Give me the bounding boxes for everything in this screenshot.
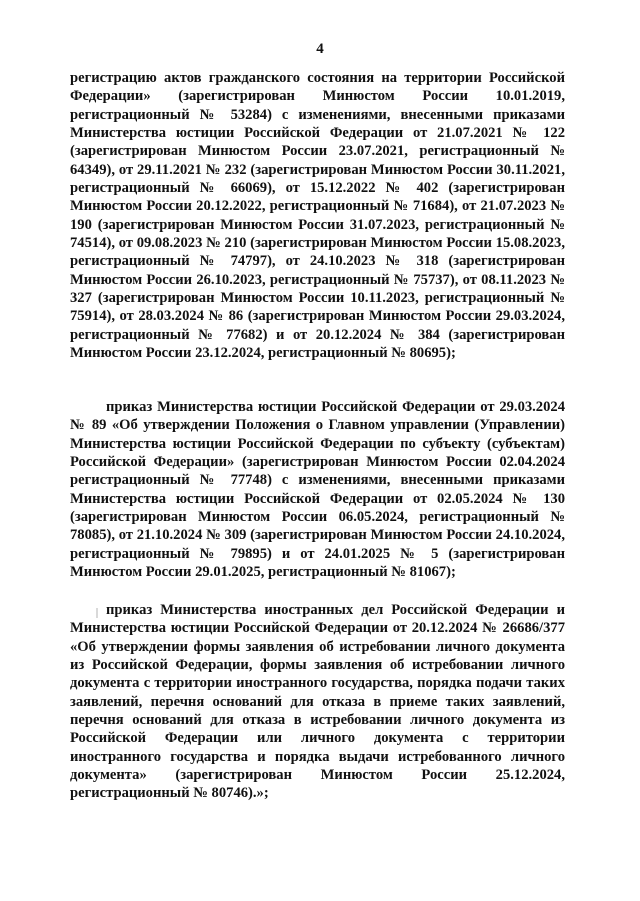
paragraph-order-26686-377: приказ Министерства иностранных дел Российской Федерации и Министерства юстиции Российской Федерации от 20.12.2024 № 26686/377 «Об утверждении формы заявления об истребовании личного документа из Российской Федерации, формы заявления об истребовании личного документа с территории иностранного государства, порядка подачи таких заявлений, перечня оснований для отказа в приеме таких заявлений, перечня оснований для отказа в истребовании личного документа из Российской Федерации или личного документа с территории иностранного государства и порядка выдачи истребованного личного документа» (зарегистрирован Минюстом России 25.12.2024, регистрационный № 80746).»; [70, 602, 565, 802]
paragraph-continuation: регистрацию актов гражданского состояния на территории Российской Федерации» (зарегистрирован Минюстом России 10.01.2019, регистрационный № 53284) с изменениями, внесенными приказами Министерства юстиции Российской Федерации от 21.07.2021 № 122 (зарегистрирован Минюстом России 23.07.2021, регистрационный № 64349), от 29.11.2021 № 232 (зарегистрирован Минюстом России 30.11.2021, регистрационный № 66069), от 15.12.2022 № 402 (зарегистрирован Минюстом России 20.12.2022, регистрационный № 71684), от 21.07.2023 № 190 (зарегистрирован Минюстом России 31.07.2023, регистрационный № 74514), от 09.08.2023 № 210 (зарегистрирован Минюстом России 15.08.2023, регистрационный № 74797), от 24.10.2023 № 318 (зарегистрирован Минюстом России 26.10.2023, регистрационный № 75737), от 08.11.2023 № 327 (зарегистрирован Минюстом России 10.11.2023, регистрационный № 75914), от 28.03.2024 № 86 (зарегистрирован Минюстом России 29.03.2024, регистрационный № 77682) и от 20.12.2024 № 384 (зарегистрирован Минюстом России 23.12.2024, регистрационный № 80695); [70, 70, 565, 362]
paragraph-order-89: приказ Министерства юстиции Российской Федерации от 29.03.2024 № 89 «Об утверждении Положения о Главном управлении (Управлении) Министерства юстиции Российской Федерации по субъекту (субъектам) Российской Федерации» (зарегистрирован Минюстом России 02.04.2024 регистрационный № 77748) с изменениями, внесенными приказами Министерства юстиции Российской Федерации от 02.05.2024 № 130 (зарегистрирован Минюстом России 06.05.2024, регистрационный № 78085), от 21.10.2024 № 309 (зарегистрирован Минюстом России 24.10.2024, регистрационный № 79895) и от 24.01.2025 № 5 (зарегистрирован Минюстом России 29.01.2025, регистрационный № 81067); [70, 399, 565, 581]
scan-mark [96, 608, 98, 618]
page-number: 4 [316, 41, 324, 57]
